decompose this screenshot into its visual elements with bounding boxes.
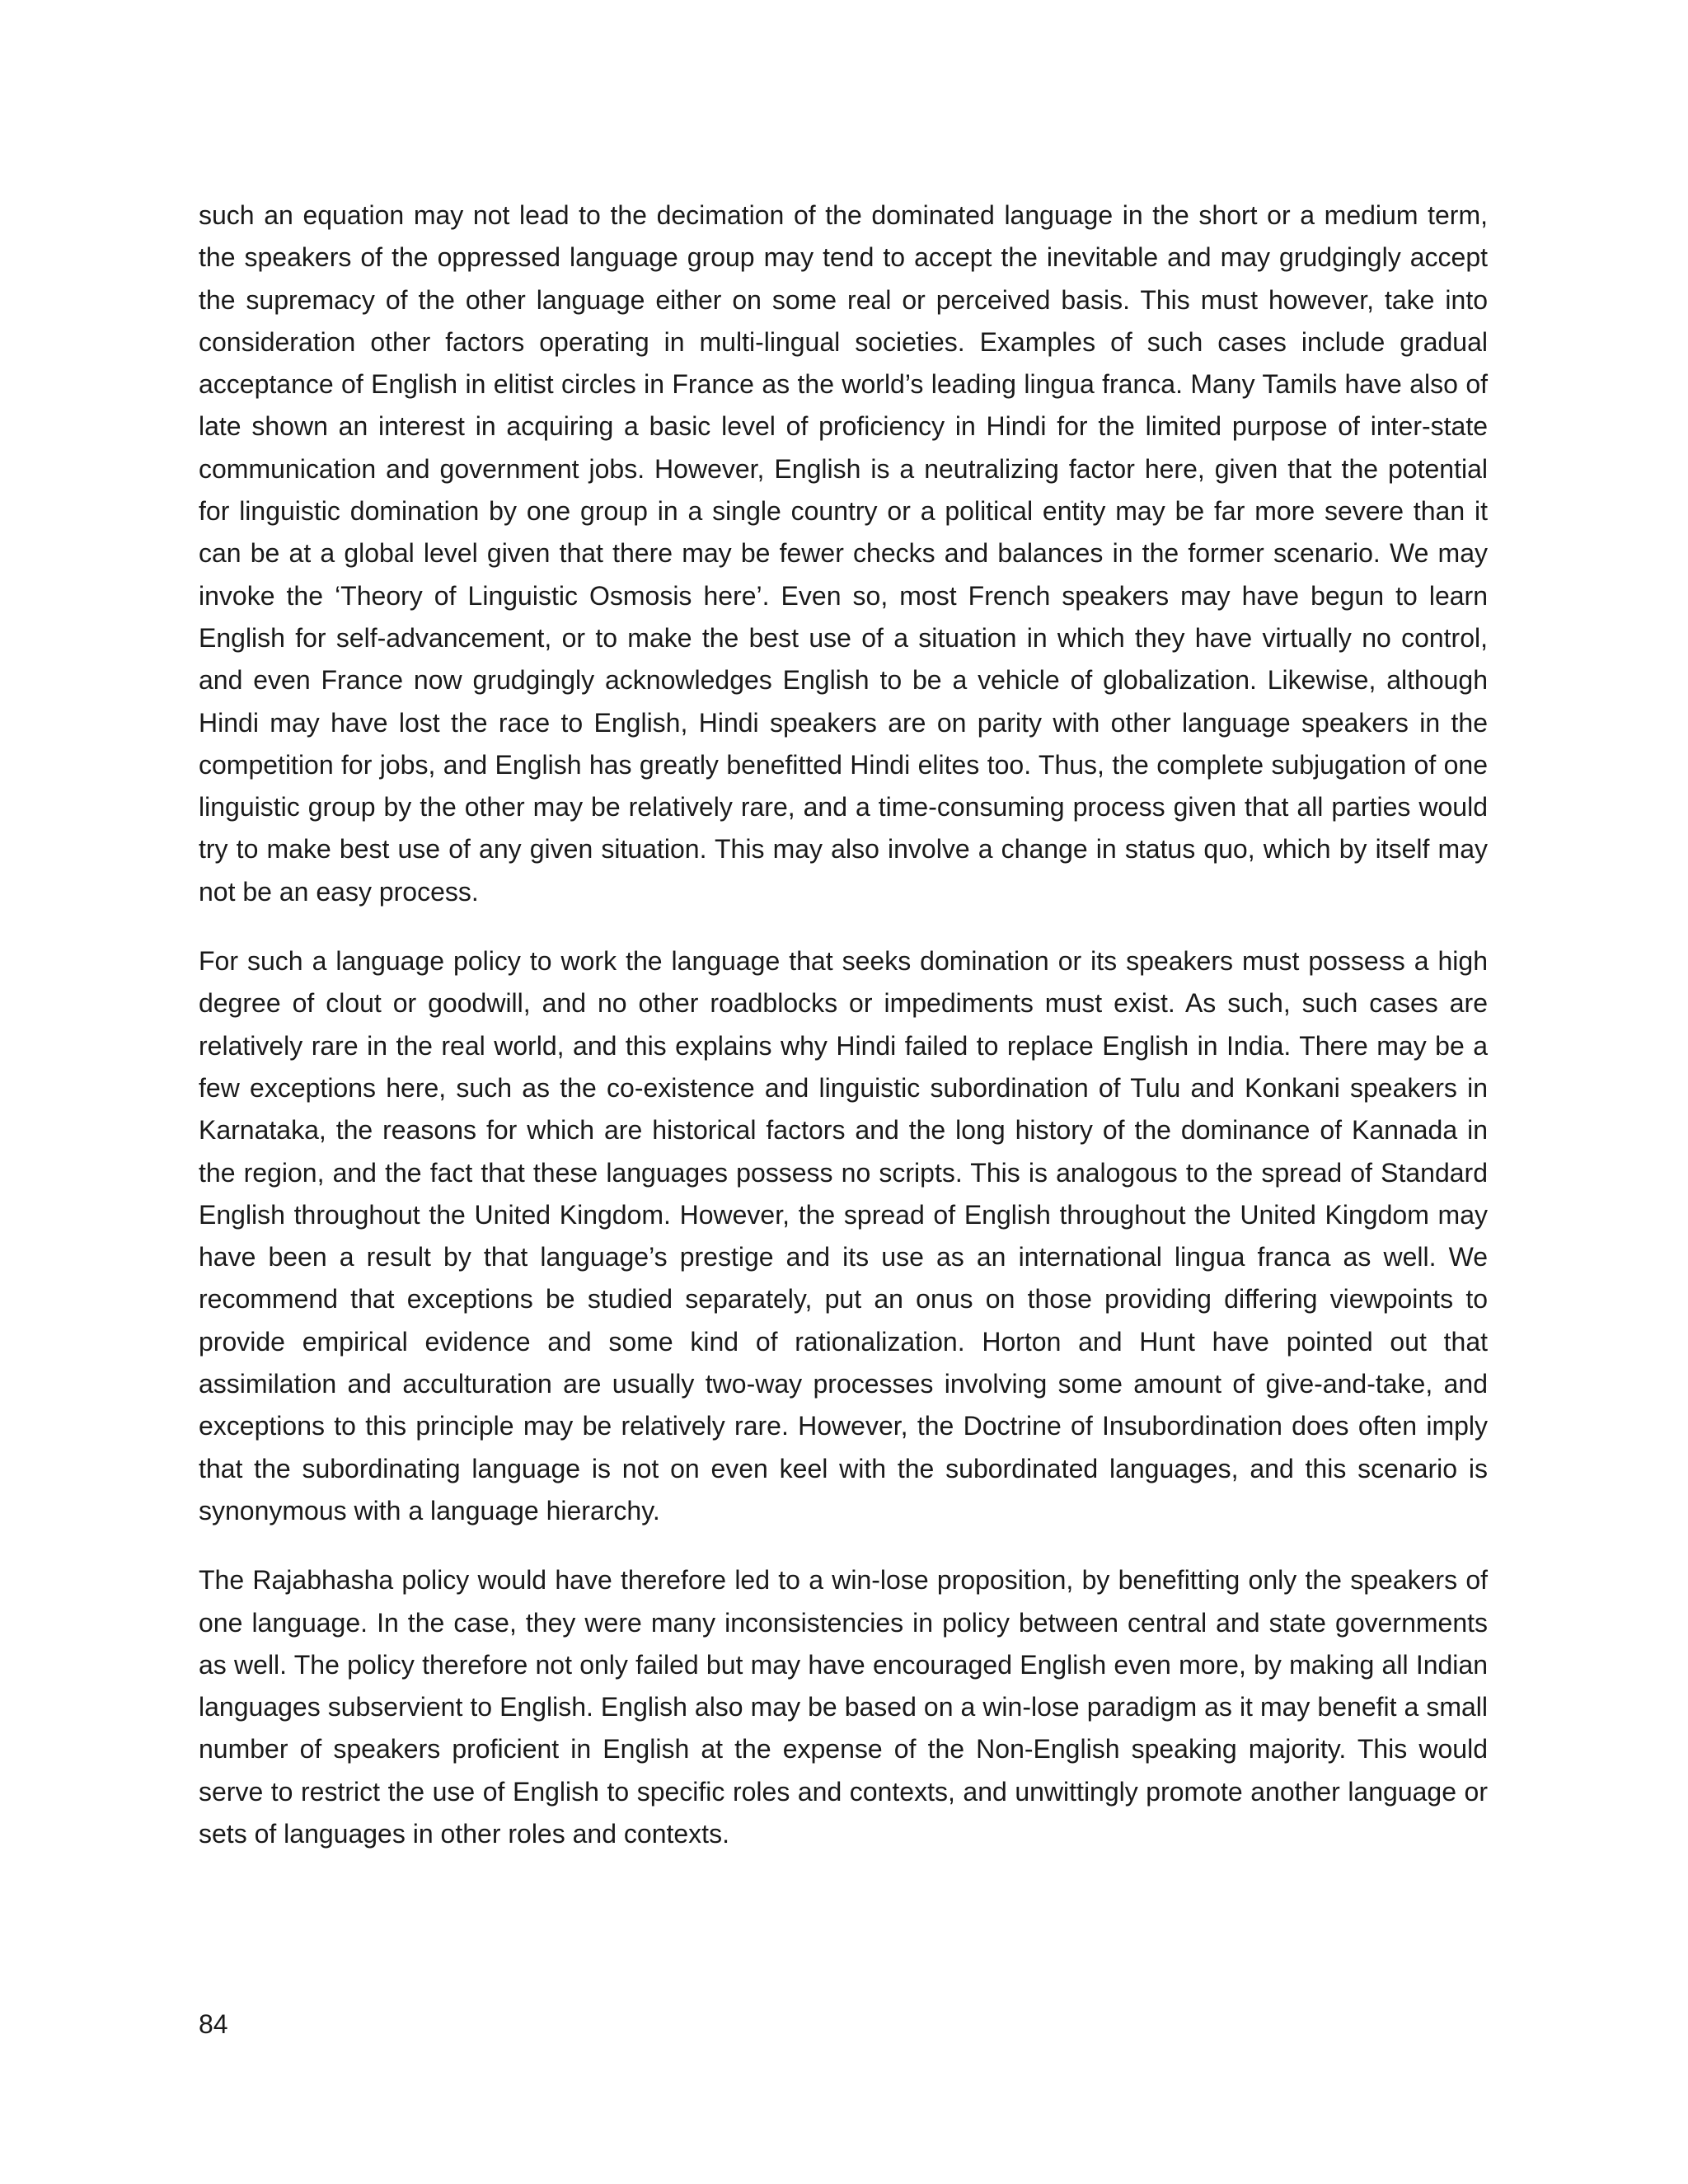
paragraph-1: such an equation may not lead to the decimation of the dominated language in the short or a medium term, the speakers of the oppressed language group may tend to accept the inevitable and may grudgingly accept the supremacy of the other language either on some real or perceived basis. This must however, take into consideration other factors operating in multi-lingual societies. Examples of such cases include gradual acceptance of English in elitist circles in France as the world’s leading lingua franca. Many Tamils have also of late shown an interest in acquiring a basic level of proficiency in Hindi for the limited purpose of inter-state communication and government jobs. However, English is a neutralizing factor here, given that the potential for linguistic domination by one group in a single country or a political entity may be far more severe than it can be at a global level given that there may be fewer checks and balances in the former scenario. We may invoke the ‘Theory of Linguistic Osmosis here’. Even so, most French speakers may have begun to learn English for self-advancement, or to make the best use of a situation in which they have virtually no control, and even France now grudgingly acknowledges English to be a vehicle of globalization. Likewise, although Hindi may have lost the race to English, Hindi speakers are on parity with other language speakers in the competition for jobs, and English has greatly benefitted Hindi elites too. Thus, the complete subjugation of one linguistic group by the other may be relatively rare, and a time-consuming process given that all parties would try to make best use of any given situation. This may also involve a change in status quo, which by itself may not be an easy process. (199, 200, 1488, 907)
page-number: 84 (199, 2009, 228, 2039)
paragraph-2: For such a language policy to work the language that seeks domination or its speakers must possess a high degree of clout or goodwill, and no other roadblocks or impediments must exist. As such, such cases are relatively rare in the real world, and this explains why Hindi failed to replace English in India. There may be a few exceptions here, such as the co-existence and linguistic subordination of Tulu and Konkani speakers in Karnataka, the reasons for which are historical factors and the long history of the dominance of Kannada in the region, and the fact that these languages possess no scripts. This is analogous to the spread of Standard English throughout the United Kingdom. However, the spread of English throughout the United Kingdom may have been a result by that language’s prestige and its use as an international lingua franca as well. We recommend that exceptions be studied separately, put an onus on those providing differing viewpoints to provide empirical evidence and some kind of rationalization. Horton and Hunt have pointed out that assimilation and acculturation are usually two-way processes involving some amount of give-and-take, and exceptions to this principle may be relatively rare. However, the Doctrine of Insubordination does often imply that the subordinating language is not on even keel with the subordinated languages, and this scenario is synonymous with a language hierarchy. (199, 946, 1488, 1526)
paragraph-3: The Rajabhasha policy would have therefore led to a win-lose proposition, by benefitting only the speakers of one language. In the case, they were many inconsistencies in policy between central and state governments as well. The policy therefore not only failed but may have encouraged English even more, by making all Indian languages subservient to English. English also may be based on a win-lose paradigm as it may benefit a small number of speakers proficient in English at the expense of the Non-English speaking majority. This would serve to restrict the use of English to specific roles and contexts, and unwittingly promote another language or sets of languages in other roles and contexts. (199, 1565, 1488, 1849)
body-text (199, 194, 1488, 1882)
